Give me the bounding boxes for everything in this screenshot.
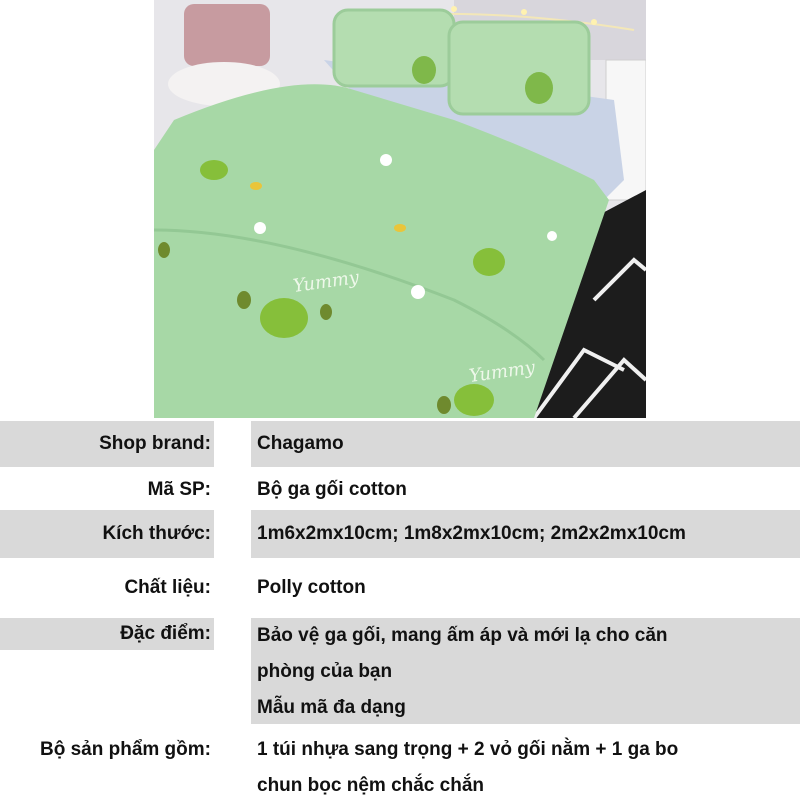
spec-value-line: Polly cotton <box>257 577 366 598</box>
spec-value <box>251 421 800 467</box>
spec-value <box>251 566 800 610</box>
spec-row-features <box>0 618 800 726</box>
spec-label: Kích thước: <box>0 510 214 558</box>
product-photo <box>154 0 646 418</box>
spec-row-sku <box>0 470 800 510</box>
spec-row-size <box>0 510 800 562</box>
spec-row-package <box>0 726 800 800</box>
spec-value-line: Chagamo <box>257 433 344 454</box>
spec-label: Mã SP: <box>147 479 211 500</box>
spec-value <box>251 618 800 724</box>
spec-value-line: Mẫu mã đa dạng <box>257 697 406 718</box>
spec-value-line: chun bọc nệm chắc chắn <box>257 775 484 796</box>
spec-label: Đặc điểm: <box>0 618 214 650</box>
spec-value <box>251 470 800 510</box>
spec-value <box>251 732 800 804</box>
spec-row-material <box>0 566 800 610</box>
bedding-photo-icon <box>154 0 646 418</box>
spec-value-line: Bảo vệ ga gối, mang ấm áp và mới lạ cho căn <box>257 625 668 646</box>
spec-value-line: 1 túi nhựa sang trọng + 2 vỏ gối nằm + 1 ga bo <box>257 739 679 760</box>
spec-value-line: phòng của bạn <box>257 661 393 682</box>
svg-text:Yummy: Yummy <box>467 356 537 387</box>
spec-value-line: Bộ ga gối cotton <box>257 479 407 500</box>
spec-label: Bộ sản phẩm gồm: <box>39 739 211 760</box>
spec-value-line: 1m6x2mx10cm; 1m8x2mx10cm; 2m2x2mx10cm <box>257 523 686 544</box>
svg-text:Yummy: Yummy <box>291 266 361 297</box>
spec-label: Shop brand: <box>0 421 214 467</box>
spec-value <box>251 510 800 558</box>
spec-label: Chất liệu: <box>124 577 211 598</box>
spec-row-brand <box>0 418 800 466</box>
